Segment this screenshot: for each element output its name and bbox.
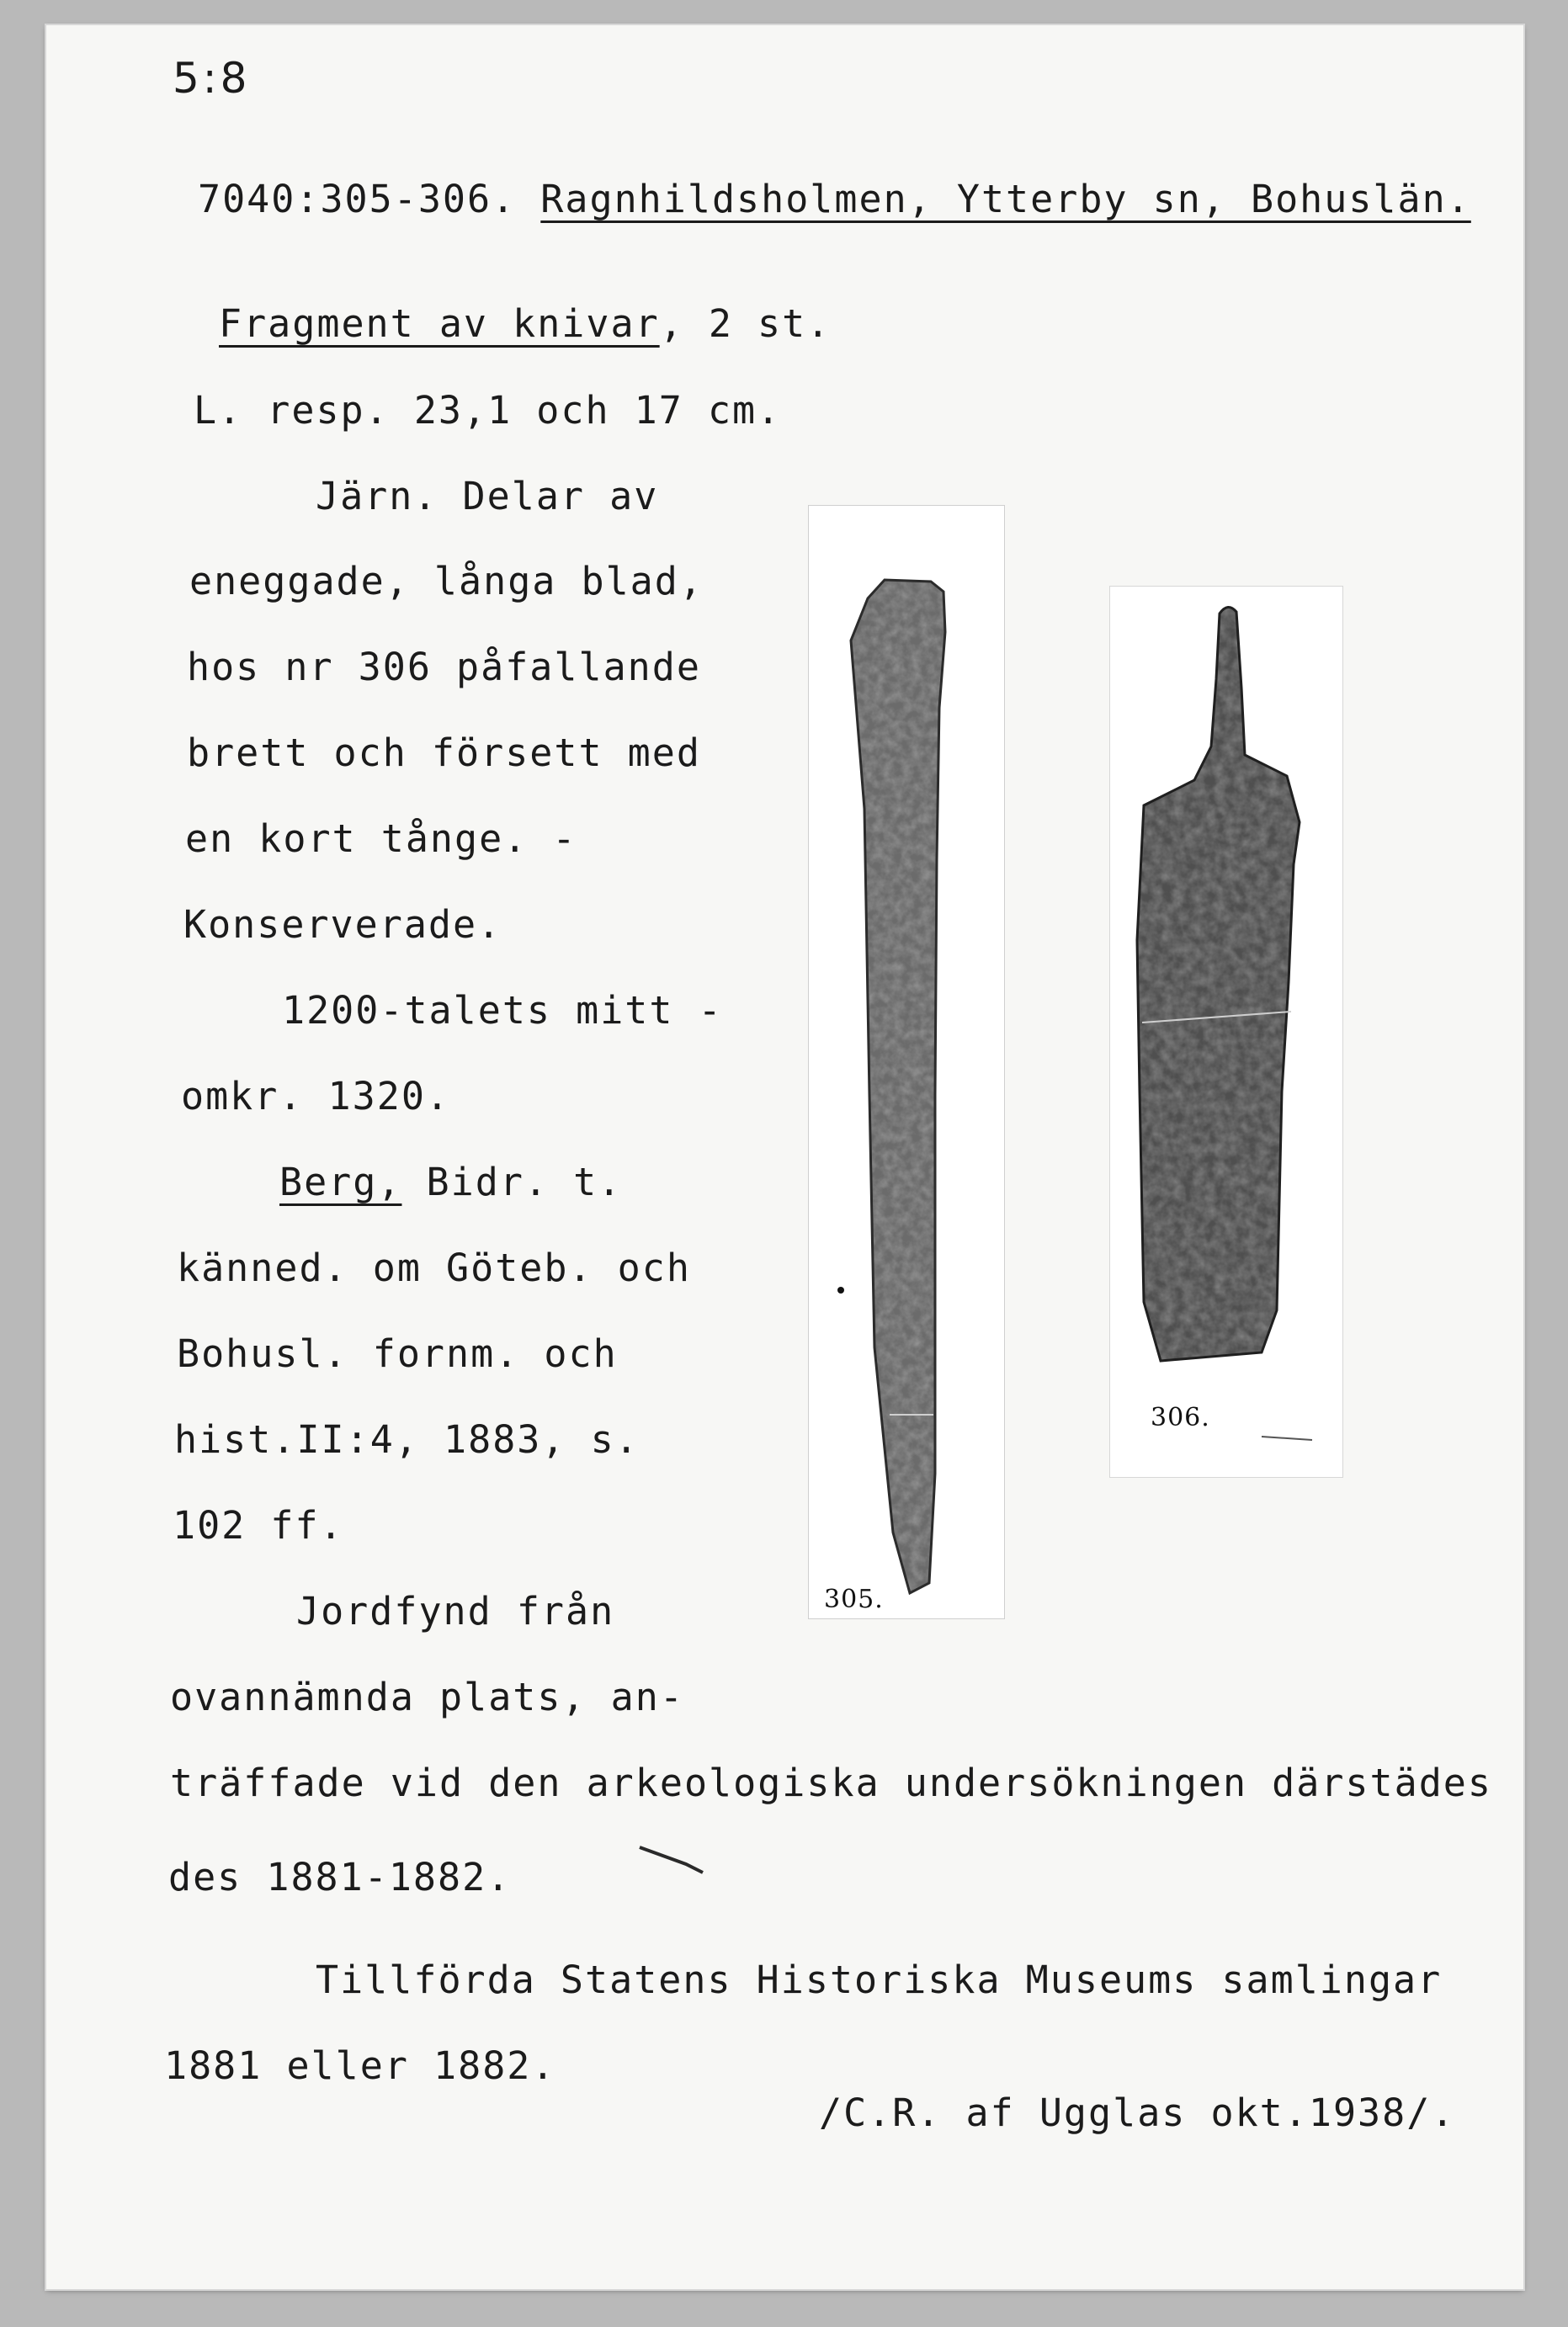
reference-author: Berg, bbox=[279, 1160, 402, 1204]
reference-text: Bidr. t. bbox=[401, 1160, 623, 1204]
acquisition-line: Tillförda Statens Historiska Museums samlingar bbox=[316, 1958, 1443, 2002]
knife-blade-306-image bbox=[1110, 587, 1342, 1477]
reference-line: känned. om Göteb. och bbox=[177, 1246, 691, 1290]
description-line: eneggade, långa blad, bbox=[189, 559, 704, 603]
object-title-line bbox=[219, 301, 832, 346]
object-count: , 2 st. bbox=[659, 301, 832, 346]
description-line: brett och försett med bbox=[187, 731, 701, 775]
dating-line: omkr. 1320. bbox=[181, 1074, 451, 1118]
dimensions: L. resp. 23,1 och 17 cm. bbox=[194, 388, 782, 433]
reference-line bbox=[279, 1160, 623, 1204]
inventory-number: 7040:305-306. bbox=[198, 177, 517, 221]
photo-knife-306 bbox=[1109, 586, 1343, 1478]
description-line: hos nr 306 påfallande bbox=[187, 645, 701, 689]
signature: /C.R. af Ugglas okt.1938/. bbox=[819, 2091, 1456, 2135]
description-line: Konserverade. bbox=[183, 902, 502, 947]
handwritten-catalog-number: 5:8 bbox=[173, 54, 251, 103]
find-line: träffade vid den arkeologiska undersökningen därstädes bbox=[170, 1761, 1492, 1805]
heading-line bbox=[198, 177, 1471, 221]
photo-label-305: 305. bbox=[824, 1585, 884, 1614]
find-line: Jordfynd från bbox=[296, 1589, 615, 1634]
dating-line: 1200-talets mitt - bbox=[282, 988, 723, 1033]
reference-line: Bohusl. fornm. och bbox=[177, 1331, 618, 1376]
pen-stroke-mark bbox=[635, 1839, 736, 1881]
catalog-card bbox=[46, 25, 1523, 2289]
reference-line: hist.II:4, 1883, s. bbox=[174, 1417, 640, 1462]
find-line: des 1881-1882. bbox=[168, 1855, 512, 1899]
find-line: ovannämnda plats, an- bbox=[170, 1675, 684, 1719]
photo-knife-305 bbox=[808, 505, 1005, 1619]
acquisition-line: 1881 eller 1882. bbox=[164, 2043, 556, 2088]
find-place: Ragnhildsholmen, Ytterby sn, Bohuslän. bbox=[540, 177, 1471, 221]
photo-label-306: 306. bbox=[1151, 1403, 1210, 1432]
reference-line: 102 ff. bbox=[173, 1503, 344, 1548]
object-title: Fragment av knivar bbox=[219, 301, 660, 346]
description-line: en kort tånge. - bbox=[185, 816, 577, 861]
description-line: Järn. Delar av bbox=[316, 474, 659, 518]
knife-blade-305-image bbox=[809, 506, 1004, 1618]
